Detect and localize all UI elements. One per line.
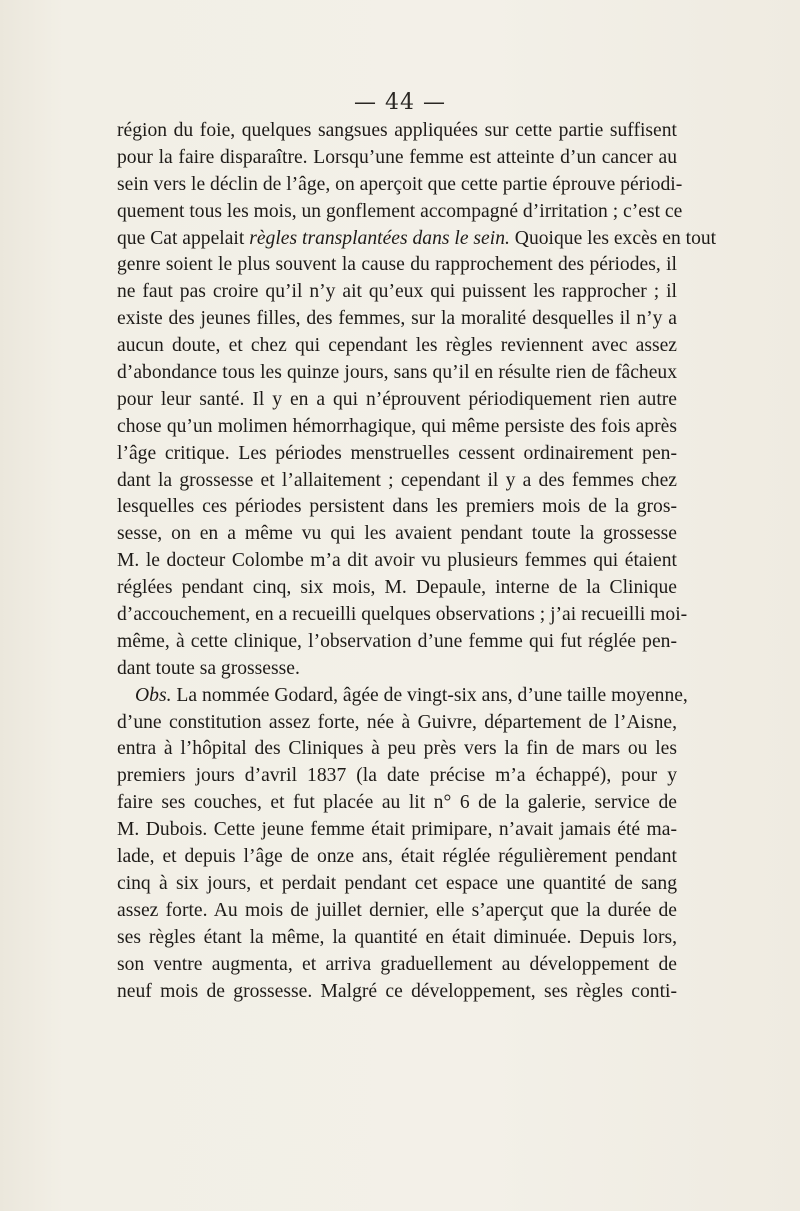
text-segment: Quoique les excès en tout [509, 227, 717, 249]
text-line: chose qu’un molimen hémorrhagique, qui même persiste des fois après [117, 415, 677, 437]
text-line: pour la faire disparaître. Lorsqu’une femme est atteinte d’un cancer au [117, 146, 677, 168]
text-line: dant toute sa grossesse. [117, 657, 300, 679]
body-text [117, 118, 717, 1005]
text-line: entra à l’hôpital des Cliniques à peu près vers la fin de mars ou les [117, 738, 677, 760]
text-line: pour leur santé. Il y en a qui n’éprouvent périodiquement rien autre [117, 388, 677, 410]
text-line: ses règles étant la même, la quantité en était diminuée. Depuis lors, [117, 926, 677, 948]
text-line: genre soient le plus souvent la cause du rapprochement des périodes, il [117, 254, 677, 276]
text-line: neuf mois de grossesse. Malgré ce développement, ses règles conti- [117, 980, 677, 1002]
text-line: ne faut pas croire qu’il n’y ait qu’eux qui puissent les rapprocher ; il [117, 281, 677, 303]
text-line: d’une constitution assez forte, née à Guivre, département de l’Aisne, [117, 711, 677, 733]
text-line: lesquelles ces périodes persistent dans les premiers mois de la gros- [117, 496, 677, 518]
text-line: premiers jours d’avril 1837 (la date précise m’a échappé), pour y [117, 765, 677, 787]
text-line [117, 683, 688, 710]
italic-text: Obs. [135, 684, 172, 706]
page-number: — 44 — [354, 90, 446, 115]
text-line: même, à cette clinique, l’observation d’une femme qui fut réglée pen- [117, 630, 677, 652]
text-line: d’accouchement, en a recueilli quelques observations ; j’ai recueilli moi- [117, 604, 688, 626]
text-line: sein vers le déclin de l’âge, on aperçoit que cette partie éprouve périodi- [117, 173, 683, 195]
text-line: quement tous les mois, un gonflement accompagné d’irritation ; c’est ce [117, 200, 683, 222]
text-line: sesse, on en a même vu qui les avaient pendant toute la grossesse [117, 523, 677, 545]
text-line: lade, et depuis l’âge de onze ans, était réglée régulièrement pendant [117, 846, 677, 868]
italic-text: règles transplantées dans le sein. [249, 227, 510, 249]
text-line: dant la grossesse et l’allaitement ; cependant il y a des femmes chez [117, 469, 677, 491]
text-line: son ventre augmenta, et arriva graduellement au développement de [117, 953, 677, 975]
text-line: cinq à six jours, et perdait pendant cet espace une quantité de sang [117, 872, 677, 894]
text-line: M. le docteur Colombe m’a dit avoir vu plusieurs femmes qui étaient [117, 550, 677, 572]
text-line: région du foie, quelques sangsues appliquées sur cette partie suffisent [117, 120, 677, 141]
text-line: M. Dubois. Cette jeune femme était primipare, n’avait jamais été ma- [117, 819, 677, 841]
text-line [117, 226, 717, 253]
text-line: d’abondance tous les quinze jours, sans qu’il en résulte rien de fâcheux [117, 362, 677, 384]
text-line: aucun doute, et chez qui cependant les règles reviennent avec assez [117, 335, 677, 357]
text-line: faire ses couches, et fut placée au lit n° 6 de la galerie, service de [117, 792, 677, 814]
text-segment: que Cat appelait [117, 227, 250, 249]
text-segment: La nommée Godard, âgée de vingt-six ans, d’une taille moyenne, [171, 684, 688, 706]
text-line: réglées pendant cinq, six mois, M. Depaule, interne de la Clinique [117, 577, 677, 599]
text-line: assez forte. Au mois de juillet dernier, elle s’aperçut que la durée de [117, 899, 677, 921]
text-line: existe des jeunes filles, des femmes, sur la moralité desquelles il n’y a [117, 308, 677, 330]
text-line: l’âge critique. Les périodes menstruelles cessent ordinairement pen- [117, 442, 677, 464]
